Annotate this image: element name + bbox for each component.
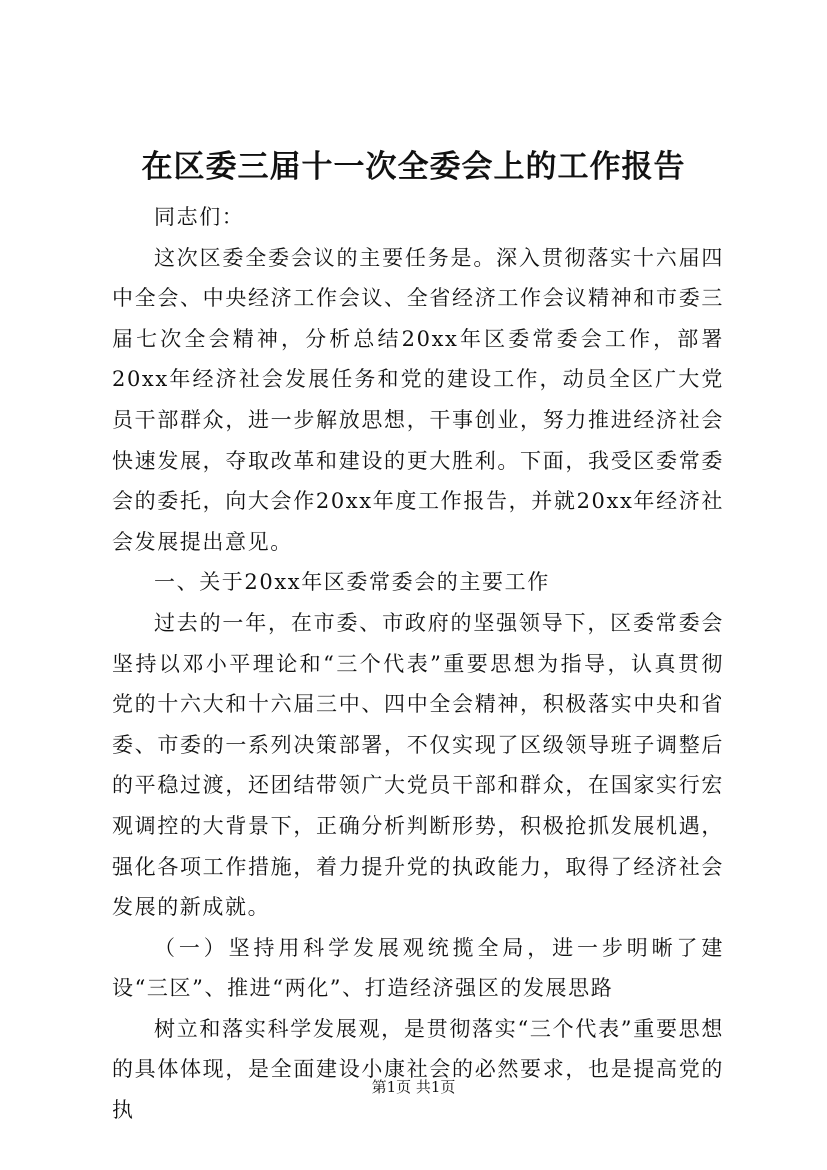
paragraph: 这次区委全委会议的主要任务是。深入贯彻落实十六届四中全会、中央经济工作会议、全省经济工作会议精神和市委三届七次全会精神，分析总结20xx年区委常委会工作，部署20xx年经济社会发展任务和党的建设工作，动员全区广大党员干部群众，进一步解放思想，干事创业，努力推进经济社会快速发展，夺取改革和建设的更大胜利。下面，我受区委常委会的委托，向大会作20xx年度工作报告，并就20xx年经济社会发展提出意见。 — [112, 245, 724, 554]
salutation: 同志们： — [154, 205, 245, 229]
subsection-heading: （一）坚持用科学发展观统揽全局，进一步明晰了建设“三区”、推进“两化”、打造经济强区的发展思路 — [112, 935, 724, 1001]
page-footer: 第1页 共1页 — [371, 1078, 456, 1096]
paragraph: 树立和落实科学发展观，是贯彻落实“三个代表”重要思想的具体体现，是全面建设小康社会的必然要求，也是提高党的执 — [112, 1016, 724, 1123]
section-heading: 一、关于20xx年区委常委会的主要工作 — [154, 570, 550, 595]
document-title: 在区委三届十一次全委会上的工作报告 — [141, 149, 686, 185]
paragraph: 过去的一年，在市委、市政府的坚强领导下，区委常委会坚持以邓小平理论和“三个代表”重要思想为指导，认真贯彻党的十六大和十六届三中、四中全会精神，积极落实中央和省委、市委的一系列决策部署，不仅实现了区级领导班子调整后的平稳过渡，还团结带领广大党员干部和群众，在国家实行宏观调控的大背景下，正确分析判断形势，积极抢抓发展机遇，强化各项工作措施，着力提升党的执政能力，取得了经济社会发展的新成就。 — [112, 610, 724, 920]
document-body — [112, 197, 724, 1131]
